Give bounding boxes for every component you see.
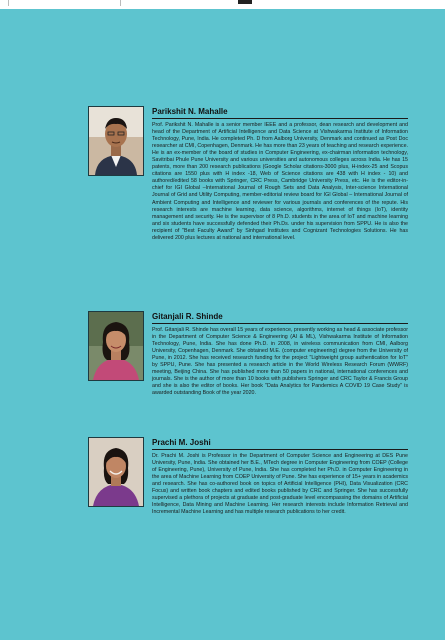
page-marker <box>238 0 252 4</box>
portrait-man-icon <box>89 107 143 175</box>
author-name: Gitanjali R. Shinde <box>152 312 223 321</box>
crop-tick <box>8 0 9 6</box>
top-edge-strip <box>0 0 445 9</box>
author-name: Prachi M. Joshi <box>152 438 211 447</box>
portrait-woman-icon <box>89 312 143 380</box>
author-photo <box>88 106 144 176</box>
author-photo <box>88 311 144 381</box>
bio-paragraph: Prof. Gitanjali R. Shinde has overall 15 years of experience, presently working as head & associate professor in the Department of Computer Science & Engineering (AI & ML), Vishwakarma Institute of Information Technology, Pune, India. She has done Ph.D. in 2008, in wireless communication from CMI, Aalborg University, Copenhagen, Denmark. She obtained M.E. (computer engineering) degree from the University of Pune, in 2012. She has received research funding for the project "Lightweight group authentication for IoT" by SPPU, Pune. She has presented a research article in the World Wireless Research Forum (WWRF) meeting, Beijing China. She has published more than 50 papers in national, international conferences and journals. She is the author of more than 10 books with publishers Springer and CRC Taylor & Francis Group and she is also the editor of books. Her book "Data Analytics for Pandemics A COVID 19 Case Study" is awarded outstanding Book of the year 2020. <box>152 327 408 397</box>
bio-paragraph: Prof. Parikshit N. Mahalle is a senior member IEEE and a professor, dean research and development and head of the Department of Artificial Intelligence and Data Science at Vishwakarma Institute of Information Technology, Pune, India. He completed Ph. D from Aalborg University, Denmark and continued as Post Doc researcher at CMI, Copenhagen, Denmark. He has more than 23 years of teaching and research experience. He is an ex-member of the board of studies in Computer Engineering, ex-chairman information technology, Savitribai Phule Pune University and various universities and autonomous colleges across India. He has 15 patents, more than 200 research publications (Google Scholar citations-3000 plus, H-index-25 and Scopus citations are 1550 plus with H index -18, Web of Science citations are 438 with H index - 10) and authored/edited 58 books with Springer, CRC Press, Cambridge University Press, etc. He is the editor-in-chief for IGI Global –International Journal of Rough Sets and Data Analysis, Inter-science International Journal of Grid and Utility Computing, member-editorial review board for IGI Global – International Journal of Ambient Computing and Intelligence and reviewer for various journals and conferences of the repute. His research interests are machine learning, data science, algorithms, internet of things (IoT), identity management and security. He is the supervisor of 8 Ph.D. students in the area of IoT and machine learning and six students have successfully defended their Ph.Ds. under his supervision from SPPU. He is also the recipient of "Best Faculty Award" by Sinhgad Institutes and Cognizant Technologies Solutions. He has delivered 200 plus lectures at national and international level. <box>152 122 408 241</box>
name-underline <box>152 449 408 450</box>
name-underline <box>152 118 408 119</box>
author-photo <box>88 437 144 507</box>
bio-text-block <box>152 311 408 397</box>
bio-paragraph: Dr. Prachi M. Joshi is Professor in the Department of Computer Science and Engineering at DES Pune University, Pune, India. She obtained her B.E., MTech degree in Computer Engineering from COEP (College of Engineering, Pune), University of Pune, India. She has completed her Ph.D. in Computer Engineering in the area of Machine Learning from COEP University of Pune. She has experience of 15+ years in academics and research. She has co-authored book on topics of Artificial Intelligence (PHI), Data Visualization (CRC Focus) and written book chapters and edited books published by CRC and Springer. She has successfully supervised a plethora of projects at graduate and post-graduate level encompassing the domains of Artificial Intelligence, Data Mining and Machine Learning. Her research interests include Information Retrieval and Incremental Machine Learning and has multiple research publications to her credit. <box>152 453 408 516</box>
portrait-woman-icon <box>89 438 143 506</box>
bio-text-block <box>152 437 408 516</box>
bio-text-block <box>152 106 408 242</box>
author-name: Parikshit N. Mahalle <box>152 107 228 116</box>
crop-tick <box>120 0 121 6</box>
name-underline <box>152 323 408 324</box>
